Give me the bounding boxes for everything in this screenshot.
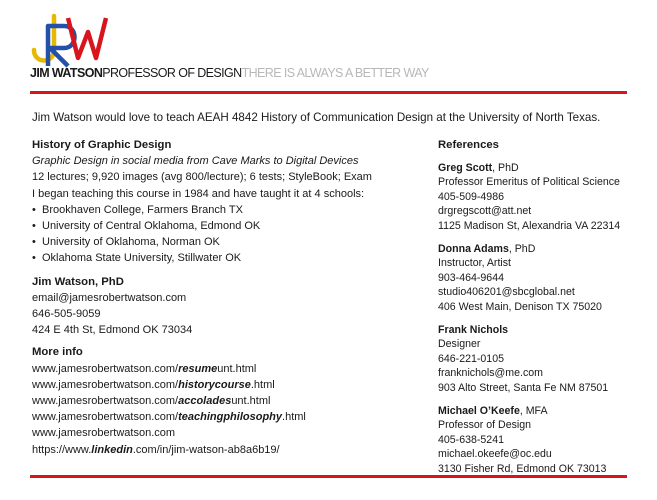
reference-entry: Michael O’Keefe, MFA Professor of Design 405-638-5241 michael.okeefe@oc.edu 3130 Fisher Rd, Edmond OK 73013	[438, 404, 607, 475]
link-accolades[interactable]: www.jamesrobertwatson.com/accoladesunt.html	[32, 395, 271, 408]
course-heading: History of Graphic Design	[32, 139, 172, 151]
reference-name: Greg Scott	[438, 161, 493, 174]
logo-w-letter	[68, 18, 106, 58]
link-historycourse[interactable]: www.jamesrobertwatson.com/historycourse.html	[32, 378, 275, 391]
list-item: • University of Central Oklahoma, Edmond OK	[32, 220, 261, 233]
contact-phone: 646-505-9059	[32, 308, 101, 321]
header-tagline	[30, 66, 429, 80]
list-item: • Brookhaven College, Farmers Branch TX	[32, 203, 243, 216]
schools-list	[32, 202, 422, 267]
contact-name: Jim Watson, PhD	[32, 275, 124, 288]
course-history: I began teaching this course in 1984 and have taught it at 4 schools:	[32, 187, 365, 200]
reference-name: Donna Adams	[438, 242, 509, 255]
references-column	[438, 138, 638, 484]
jrw-logo	[30, 12, 108, 68]
link-teachingphilosophy[interactable]: www.jamesrobertwatson.com/teachingphilosophy.html	[32, 411, 306, 424]
link-resume[interactable]: www.jamesrobertwatson.com/resumeunt.html	[32, 362, 257, 375]
course-details: 12 lectures; 9,920 images (avg 800/lecture); 6 tests; StyleBook; Exam	[32, 171, 372, 184]
reference-entry: Greg Scott, PhD Professor Emeritus of Political Science 405-509-4986 drgregscott@att.net 1125 Madison St, Alexandria VA 22314	[438, 161, 621, 232]
tagline-name: JIM WATSON	[30, 66, 103, 80]
top-divider	[30, 91, 627, 94]
left-column	[32, 137, 422, 458]
reference-name: Frank Nichols	[438, 323, 509, 336]
link-linkedin[interactable]: https://www.linkedin.com/in/jim-watson-ab8a6b19/	[32, 443, 280, 456]
intro-text: Jim Watson would love to teach AEAH 4842 History of Communication Design at the University of North Texas.	[32, 111, 601, 124]
list-item: • Oklahoma State University, Stillwater OK	[32, 252, 242, 265]
tagline-title: PROFESSOR OF DESIGN	[102, 66, 242, 80]
reference-entry: Frank Nichols Designer 646-221-0105 franknichols@me.com 903 Alto Street, Santa Fe NM 87501	[438, 323, 609, 394]
tagline-motto: THERE IS ALWAYS A BETTER WAY	[241, 66, 429, 80]
contact-email[interactable]: email@jamesrobertwatson.com	[32, 291, 187, 304]
link-homepage[interactable]: www.jamesrobertwatson.com	[32, 427, 176, 440]
bottom-divider	[30, 475, 627, 478]
logo-j-letter	[34, 16, 54, 61]
list-item: • University of Oklahoma, Norman OK	[32, 236, 220, 249]
references-heading: References	[438, 139, 499, 151]
more-info-heading: More info	[32, 346, 83, 359]
course-subtitle: Graphic Design in social media from Cave Marks to Digital Devices	[32, 155, 359, 168]
reference-entry: Donna Adams, PhD Instructor, Artist 903-464-9644 studio406201@sbcglobal.net 406 West Main, Denison TX 75020	[438, 242, 602, 313]
reference-name: Michael O’Keefe	[438, 404, 520, 417]
contact-address: 424 E 4th St, Edmond OK 73034	[32, 324, 193, 337]
